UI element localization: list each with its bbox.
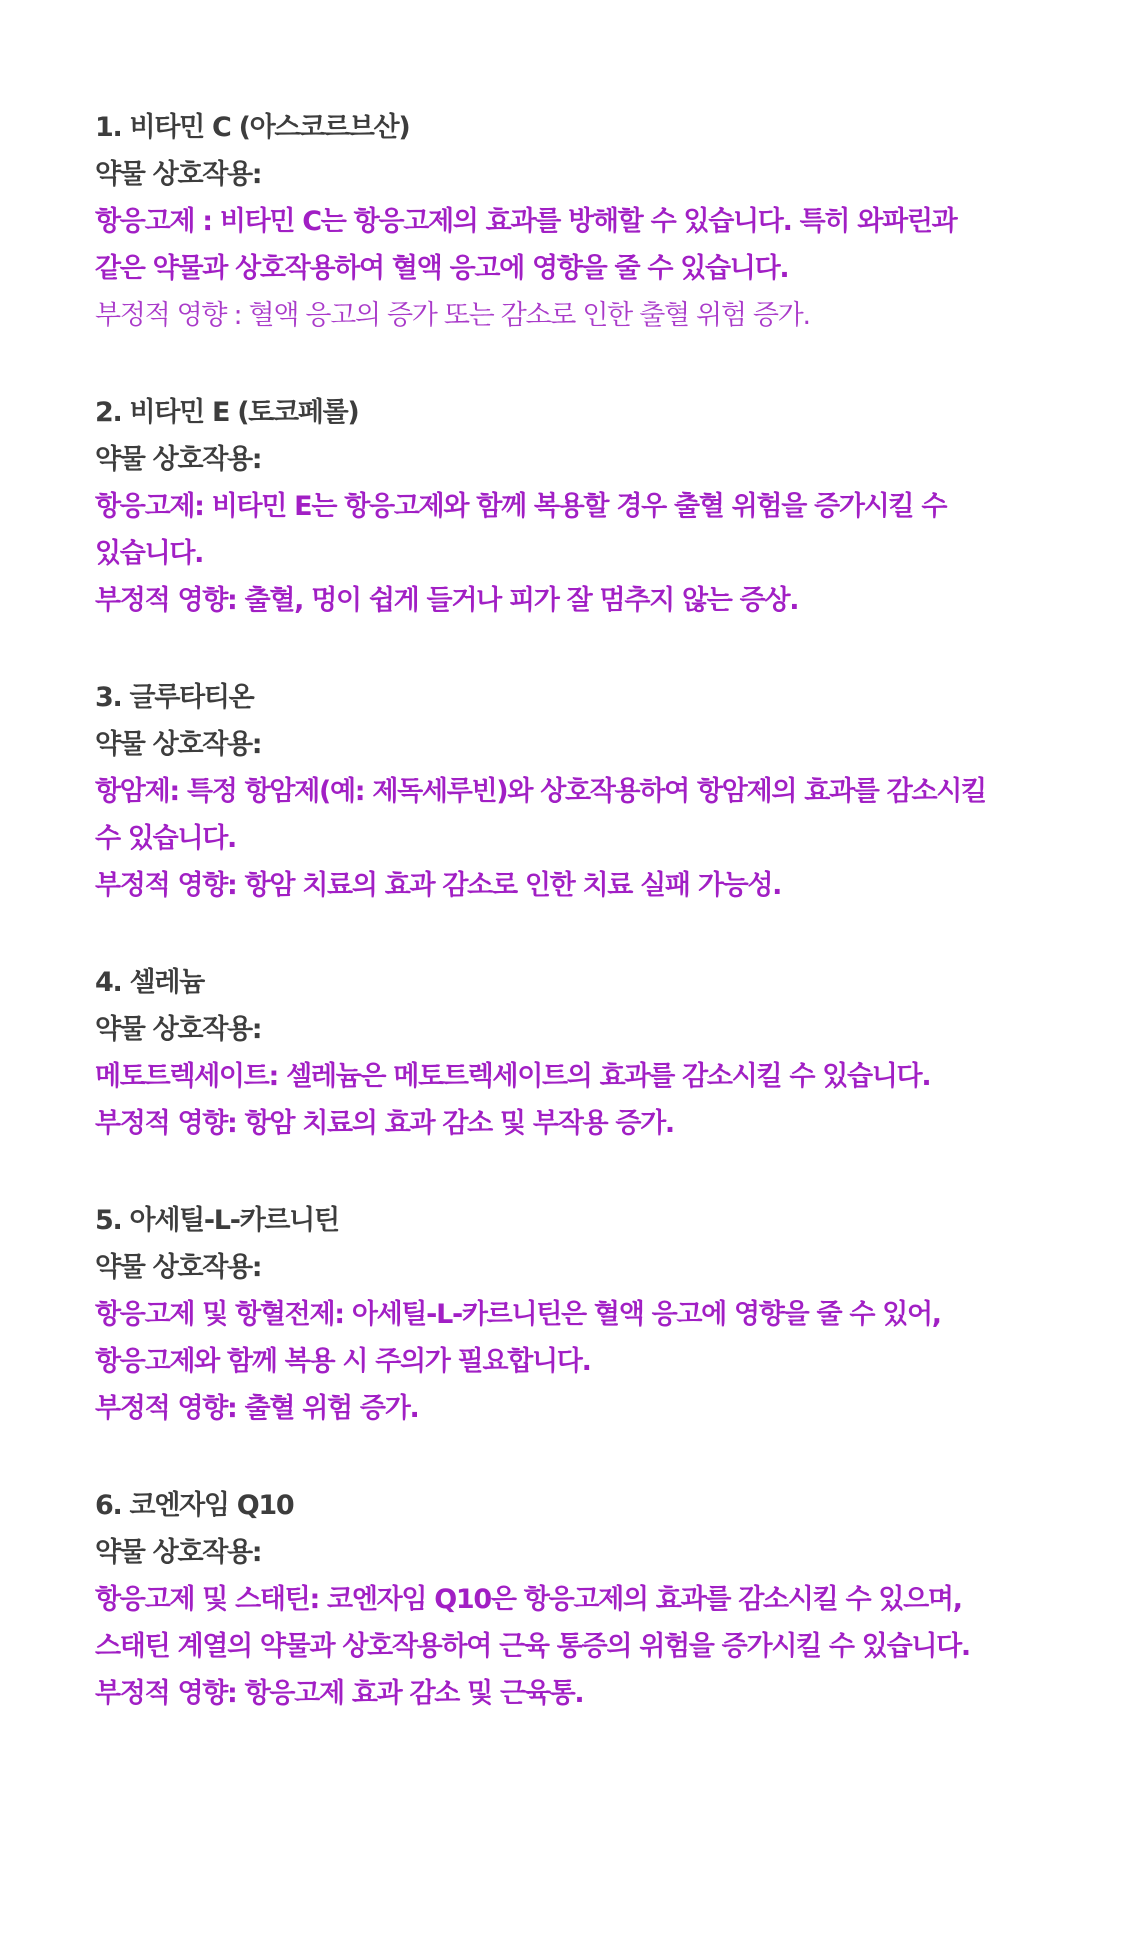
interaction-description-line: 수 있습니다. [95, 823, 236, 854]
interaction-description-line: 같은 약물과 상호작용하여 혈액 응고에 영향을 줄 수 있습니다. [95, 253, 789, 284]
negative-effect: 부정적 영향: 항응고제 효과 감소 및 근육통. [95, 1678, 584, 1709]
interaction-description-line: 항응고제와 함께 복용 시 주의가 필요합니다. [95, 1346, 591, 1377]
section-title: 6. 코엔자임 Q10 [95, 1490, 294, 1521]
section-coenzyme-q10 [95, 1482, 1122, 1717]
interaction-description-line: 있습니다. [95, 538, 204, 569]
interaction-description-line: 항응고제 및 항혈전제: 아세틸-L-카르니틴은 혈액 응고에 영향을 줄 수 있어, [95, 1299, 941, 1330]
interaction-label: 약물 상호작용: [95, 159, 262, 190]
interaction-label: 약물 상호작용: [95, 1014, 262, 1045]
section-title: 1. 비타민 C (아스코르브산) [95, 112, 410, 143]
negative-effect: 부정적 영향 : 혈액 응고의 증가 또는 감소로 인한 출혈 위험 증가. [95, 300, 810, 331]
interaction-description-line: 항암제: 특정 항암제(예: 제독세루빈)와 상호작용하여 항암제의 효과를 감소시킬 [95, 776, 986, 807]
section-acetyl-l-carnitine [95, 1197, 1122, 1432]
interaction-description-line: 메토트렉세이트: 셀레늄은 메토트렉세이트의 효과를 감소시킬 수 있습니다. [95, 1061, 931, 1092]
section-title: 5. 아세틸-L-카르니틴 [95, 1205, 339, 1236]
section-selenium [95, 959, 1122, 1147]
interaction-description-line: 항응고제: 비타민 E는 항응고제와 함께 복용할 경우 출혈 위험을 증가시킬 수 [95, 491, 947, 522]
interaction-description-line: 항응고제 : 비타민 C는 항응고제의 효과를 방해할 수 있습니다. 특히 와파린과 [95, 206, 957, 237]
interaction-label: 약물 상호작용: [95, 444, 262, 475]
interaction-label: 약물 상호작용: [95, 1252, 262, 1283]
interaction-description-line: 스태틴 계열의 약물과 상호작용하여 근육 통증의 위험을 증가시킬 수 있습니다. [95, 1631, 970, 1662]
interaction-label: 약물 상호작용: [95, 1537, 262, 1568]
negative-effect: 부정적 영향: 항암 치료의 효과 감소 및 부작용 증가. [95, 1108, 674, 1139]
section-title: 2. 비타민 E (토코페롤) [95, 397, 359, 428]
section-title: 3. 글루타티온 [95, 682, 254, 713]
interaction-description-line: 항응고제 및 스태틴: 코엔자임 Q10은 항응고제의 효과를 감소시킬 수 있으며, [95, 1584, 962, 1615]
section-title: 4. 셀레늄 [95, 967, 204, 998]
section-glutathione [95, 674, 1122, 909]
negative-effect: 부정적 영향: 출혈, 멍이 쉽게 들거나 피가 잘 멈추지 않는 증상. [95, 585, 799, 616]
section-vitamin-c [95, 104, 1122, 339]
interaction-label: 약물 상호작용: [95, 729, 262, 760]
section-vitamin-e [95, 389, 1122, 624]
negative-effect: 부정적 영향: 항암 치료의 효과 감소로 인한 치료 실패 가능성. [95, 870, 782, 901]
negative-effect: 부정적 영향: 출혈 위험 증가. [95, 1393, 419, 1424]
